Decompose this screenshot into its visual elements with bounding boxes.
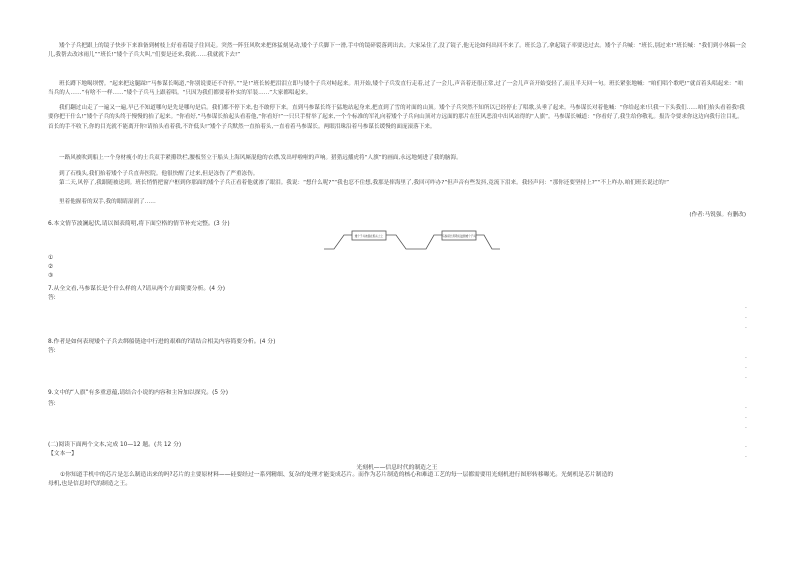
story-paragraph-6: 第二天,风停了,我跟随被送到。班长悄悄把窗户框到你那面的矮个子兵正看着他就渗了眼泪。我说：“想什么呢?”“我也忍不住想,我那是摔海里了,我回可咋办?”但声音有些发抖,竟流下泪来。我轻声问：“那你还要坚持上?”“不上咋办,咱们班长说过的!”: [59, 180, 669, 186]
margin-dots-1: · · ·: [745, 305, 747, 332]
answer-item-3: ③: [48, 273, 54, 279]
section-2-heading: (二)阅读下面两个文本,完成 10—12 题。(共 12 分): [48, 442, 182, 448]
story-paragraph-2: 班长蹲下地喝坝愣。“起来把这腿踩!”马参谋长喝道,“你别说要还不许停。”“是!”班长转把泪泪立即与矮个子兵对峙起来。用开始,矮个子兵发直行走着,过了一会儿,声音着还很正常,过了一会儿声音开始变轻了,而且半天回一句。班长紧张地喊：“咱们唱个歌吧!”就首着头唱起来：“咱当兵的人……”有啥不一样……”矮个子兵马上跟着唱。“只因为我们都要着朴实的军装……”大家都唱起来。: [48, 81, 743, 97]
margin-dots-3: · · ·: [745, 405, 747, 432]
source-note: (作者:马锐强。有删改): [689, 212, 746, 218]
article-paragraph-1-cont: 母机,也是信息时代的制造之王。: [48, 481, 131, 487]
flow-arrow-1: [324, 235, 352, 249]
answer-item-2: ②: [48, 264, 54, 270]
margin-dots-4: · ·: [745, 444, 747, 461]
question-7-prompt: 7.从全文看,马参谋长是个什么样的人?请从两个方面简要分析。(4 分): [48, 286, 226, 292]
story-paragraph-7: 里着他握着的双手,我的眼睛湿润了……: [59, 199, 156, 205]
article-title: 光刻机——信息时代的制造之王: [356, 465, 438, 471]
question-9-answer: 答:: [48, 401, 56, 407]
article-paragraph-1: ①你知道手机中的芯片是怎么制造出来的吗?芯片的主要原材料——硅要经过一系列精细、复杂的处理才能变成芯片。而作为芯片制造的核心和难道工艺的每一层都需要用光刻机进行图形转移曝光。光刻机是芯片制造的: [60, 472, 614, 478]
question-9-prompt: 9.文中的“人旗”有多重意蕴,请结合小说的内容和主旨加以探究。(5 分): [48, 390, 228, 396]
flow-box-2-text: 马参谋长用敬礼鼓励矮个子兵: [442, 235, 476, 238]
story-paragraph-1: 矮个子兵把跟上的镜子快步下来准备到树枝上好看着镜子往回走。突然一阵狂风吹来把体猛刻晃动,矮个子兵脚下一滑,手中的镜碎裂落到出去。大家呆住了,没了镜子,他无论如何出回不来了。班长急了,拿起镜子率要送过去。矮个子兵喊：“班长,别过来!”班长喊：“我们到小休稿一会儿,我帮去改冰雨儿”“班长!”矮个子兵大叫,“们要是还来,我就……我就就下去!”: [48, 43, 747, 59]
question-8-answer: 答:: [48, 348, 56, 354]
text-one-label: 【文本一】: [48, 451, 77, 457]
flow-arrow-4: [476, 235, 500, 249]
story-paragraph-3: 我们翻过山走了一遍又一遍,早已不知道哪句是先是哪句是后。我们都不停下来,也不敢停下来。直到马参谋长终于猛地站起身来,把直到了雪的对面的山顶。矮个子兵突然不知所以已经停止了唱歌,头垂了起来。马参谋长对着他喊：“你给起来!只我一下头我们……咱们抬头看着我!我要你把干什么!”矮个子兵的头终于慢慢的抬了起来。“你看好,”马参谋长抬起头看着他,“你看好!”一只只手臂举了起来,一个个标准的军礼向着矮个子兵向山顶对方远面的那片在狂风恶浪中出风站得的“人旗”。马参谋长喊道：“你看好了,我生给你敬礼。报告令要求你这边向我行注目礼。首长的手不收下,你的目光就不能离开你!请抬头看着我,不许低头!”矮个子兵默然一直抬着头,一直看着马参谋长。两眼泪珠沿着马参谋长缓慢的面庞滚落下来。: [48, 105, 745, 130]
story-paragraph-4: 一路风被吹到船上一个身材瘦小的士兵双手紧攥铁栏,腰板竖立于船头上海风厮混他的衣襟,发出呼啦啦的声响。猎猎远播虎将“人旗”的画面,永远地刻进了我的脑海。: [59, 155, 462, 161]
answer-item-1: ①: [48, 255, 54, 261]
question-7-answer: 答:: [48, 295, 56, 301]
flow-arrow-2: [386, 235, 418, 249]
flow-arrow-3: [418, 235, 442, 249]
story-paragraph-5: 到了石栈头,我们抬着矮个子兵直奔医院。他很快醒了过来,但是冻伤了严重冻伤。: [59, 171, 259, 177]
question-8-prompt: 8.作者是如何表现矮个子兵去绑船链途中行进的艰难的?请结合相关内容简要分析。(4 分): [48, 339, 276, 345]
plot-flowchart: [322, 229, 502, 253]
flow-box-1-text: 矮个子兵被困在船头之上: [354, 235, 384, 238]
margin-dots-2: · · ·: [745, 355, 747, 382]
question-6-prompt: 6.本文情节波澜起伏,请以图表简明,将下面空格的情节补充完整。(3 分): [48, 221, 230, 227]
